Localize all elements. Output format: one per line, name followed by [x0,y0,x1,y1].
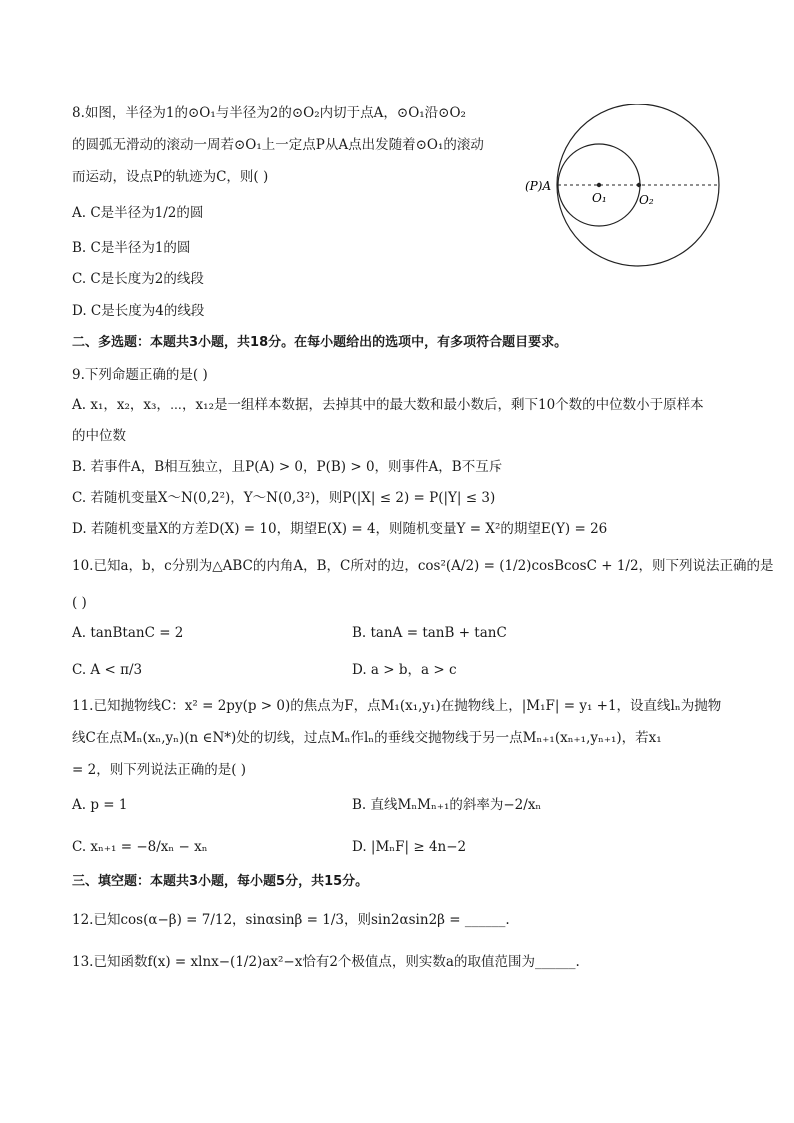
q8-option-a: A. C是半径为1/2的圆 [72,205,204,221]
q8-line2: 的圆弧无滑动的滚动一周若⊙O₁上一定点P从A点出发随着⊙O₁的滚动 [72,137,484,153]
center-o2-point [637,183,641,187]
q8-circle-figure [522,104,722,274]
q10-option-d: D. a > b，a > c [352,662,457,678]
q9-option-b: B. 若事件A，B相互独立，且P(A) > 0，P(B) > 0，则事件A，B不互斥 [72,459,503,475]
q11-option-d: D. |MₙF| ≥ 4n−2 [352,839,467,855]
q8-line1: 8.如图，半径为1的⊙O₁与半径为2的⊙O₂内切于点A，⊙O₁沿⊙O₂ [72,105,466,121]
q9-stem: 9.下列命题正确的是( ) [72,367,208,383]
q10-stem: 10.已知a，b，c分别为△ABC的内角A，B，C所对的边，cos²(A/2) = (1/2)cosBcosC + 1/2，则下列说法正确的是 [72,558,774,574]
q8-line3: 而运动，设点P的轨迹为C，则( ) [72,169,269,185]
q12-text: 12.已知cos(α−β) = 7/12，sinαsinβ = 1/3，则sin2αsin2β = ______. [72,912,510,928]
section-2-heading: 二、多选题：本题共3小题，共18分。在每小题给出的选项中，有多项符合题目要求。 [72,335,568,350]
section-3-heading: 三、填空题：本题共3小题，每小题5分，共15分。 [72,874,369,889]
q9-option-a-line1: A. x₁，x₂，x₃，⋯，x₁₂是一组样本数据，去掉其中的最大数和最小数后，剩下10个数的中位数小于原样本 [72,397,704,413]
q8-option-b: B. C是半径为1的圆 [72,240,191,256]
q10-option-a: A. tanBtanC = 2 [72,625,184,641]
q11-option-b: B. 直线MₙMₙ₊₁的斜率为−2/xₙ [352,797,542,813]
q9-option-c: C. 若随机变量X～N(0,2²)，Y～N(0,3²)，则P(|X| ≤ 2) = P(|Y| ≤ 3) [72,490,496,506]
q10-option-c: C. A < π/3 [72,662,143,678]
q9-option-a-line2: 的中位数 [72,428,126,444]
label-pa: (P)A [525,179,552,193]
q11-line3: = 2，则下列说法正确的是( ) [72,762,247,778]
center-o1-point [597,183,601,187]
q8-option-d: D. C是长度为4的线段 [72,303,205,319]
q11-line1: 11.已知抛物线C：x² = 2py(p > 0)的焦点为F，点M₁(x₁,y₁)在抛物线上，|M₁F| = y₁ +1，设直线lₙ为抛物 [72,698,722,714]
q13-text: 13.已知函数f(x) = xlnx−(1/2)ax²−x恰有2个极值点，则实数a的取值范围为______. [72,954,580,970]
label-o1: O₁ [592,191,607,205]
q11-line2: 线C在点Mₙ(xₙ,yₙ)(n ∈N*)处的切线，过点Mₙ作lₙ的垂线交抛物线于另一点Mₙ₊₁(xₙ₊₁,yₙ₊₁)，若x₁ [72,730,662,746]
q10-paren: ( ) [72,595,87,611]
q11-option-c: C. xₙ₊₁ = −8/xₙ − xₙ [72,839,208,855]
q9-option-d: D. 若随机变量X的方差D(X) = 10，期望E(X) = 4，则随机变量Y = X²的期望E(Y) = 26 [72,521,608,537]
q11-option-a: A. p = 1 [72,797,128,813]
q8-option-c: C. C是长度为2的线段 [72,271,204,287]
q10-option-b: B. tanA = tanB + tanC [352,625,507,641]
label-o2: O₂ [639,193,654,207]
